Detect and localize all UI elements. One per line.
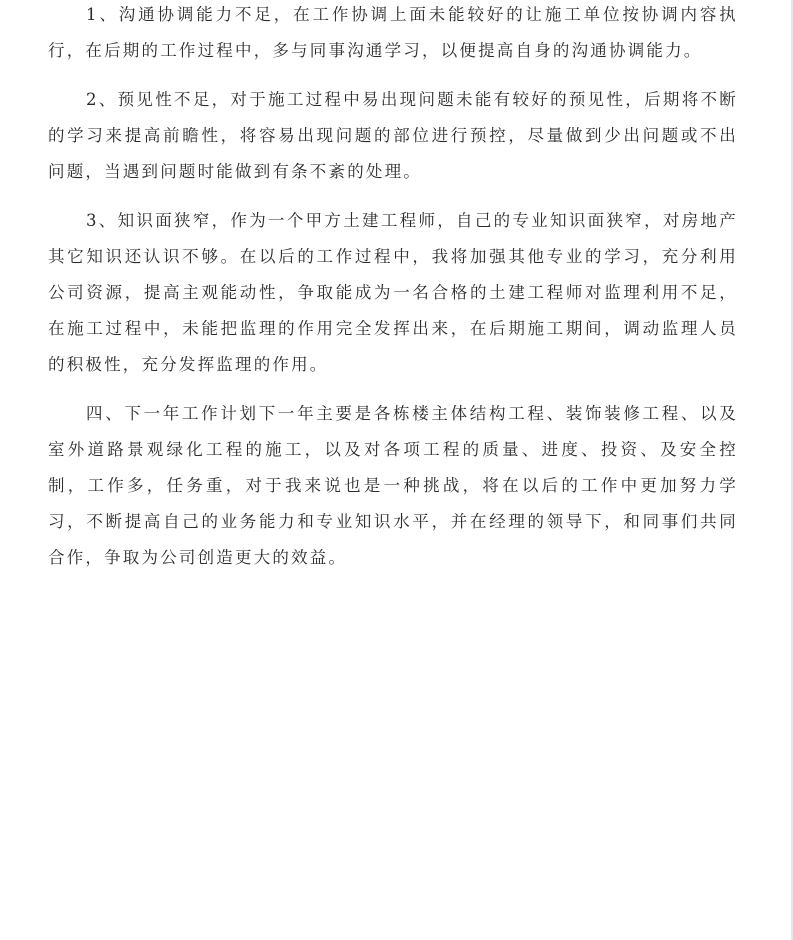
document-body xyxy=(48,0,738,589)
paragraph-communication: 1、沟通协调能力不足，在工作协调上面未能较好的让施工单位按协调内容执行，在后期的工作过程中，多与同事沟通学习，以便提高自身的沟通协调能力。 xyxy=(48,5,738,60)
paragraph-work-plan: 四、下一年工作计划下一年主要是各栋楼主体结构工程、装饰装修工程、以及室外道路景观绿化工程的施工，以及对各项工程的质量、进度、投资、及安全控制，工作多，任务重，对于我来说也是一种挑战，将在以后的工作中更加努力学习，不断提高自己的业务能力和专业知识水平，并在经理的领导下，和同事们共同合作，争取为公司创造更大的效益。 xyxy=(48,404,738,567)
paragraph-foresight: 2、预见性不足，对于施工过程中易出现问题未能有较好的预见性，后期将不断的学习来提高前瞻性，将容易出现问题的部位进行预控，尽量做到少出问题或不出问题，当遇到问题时能做到有条不紊的处理。 xyxy=(48,90,738,181)
paragraph-knowledge: 3、知识面狭窄，作为一个甲方土建工程师，自己的专业知识面狭窄，对房地产其它知识还认识不够。在以后的工作过程中，我将加强其他专业的学习，充分利用公司资源，提高主观能动性，争取能成为一名合格的土建工程师对监理利用不足，在施工过程中，未能把监理的作用完全发挥出来，在后期施工期间，调动监理人员的积极性，充分发挥监理的作用。 xyxy=(48,211,738,374)
